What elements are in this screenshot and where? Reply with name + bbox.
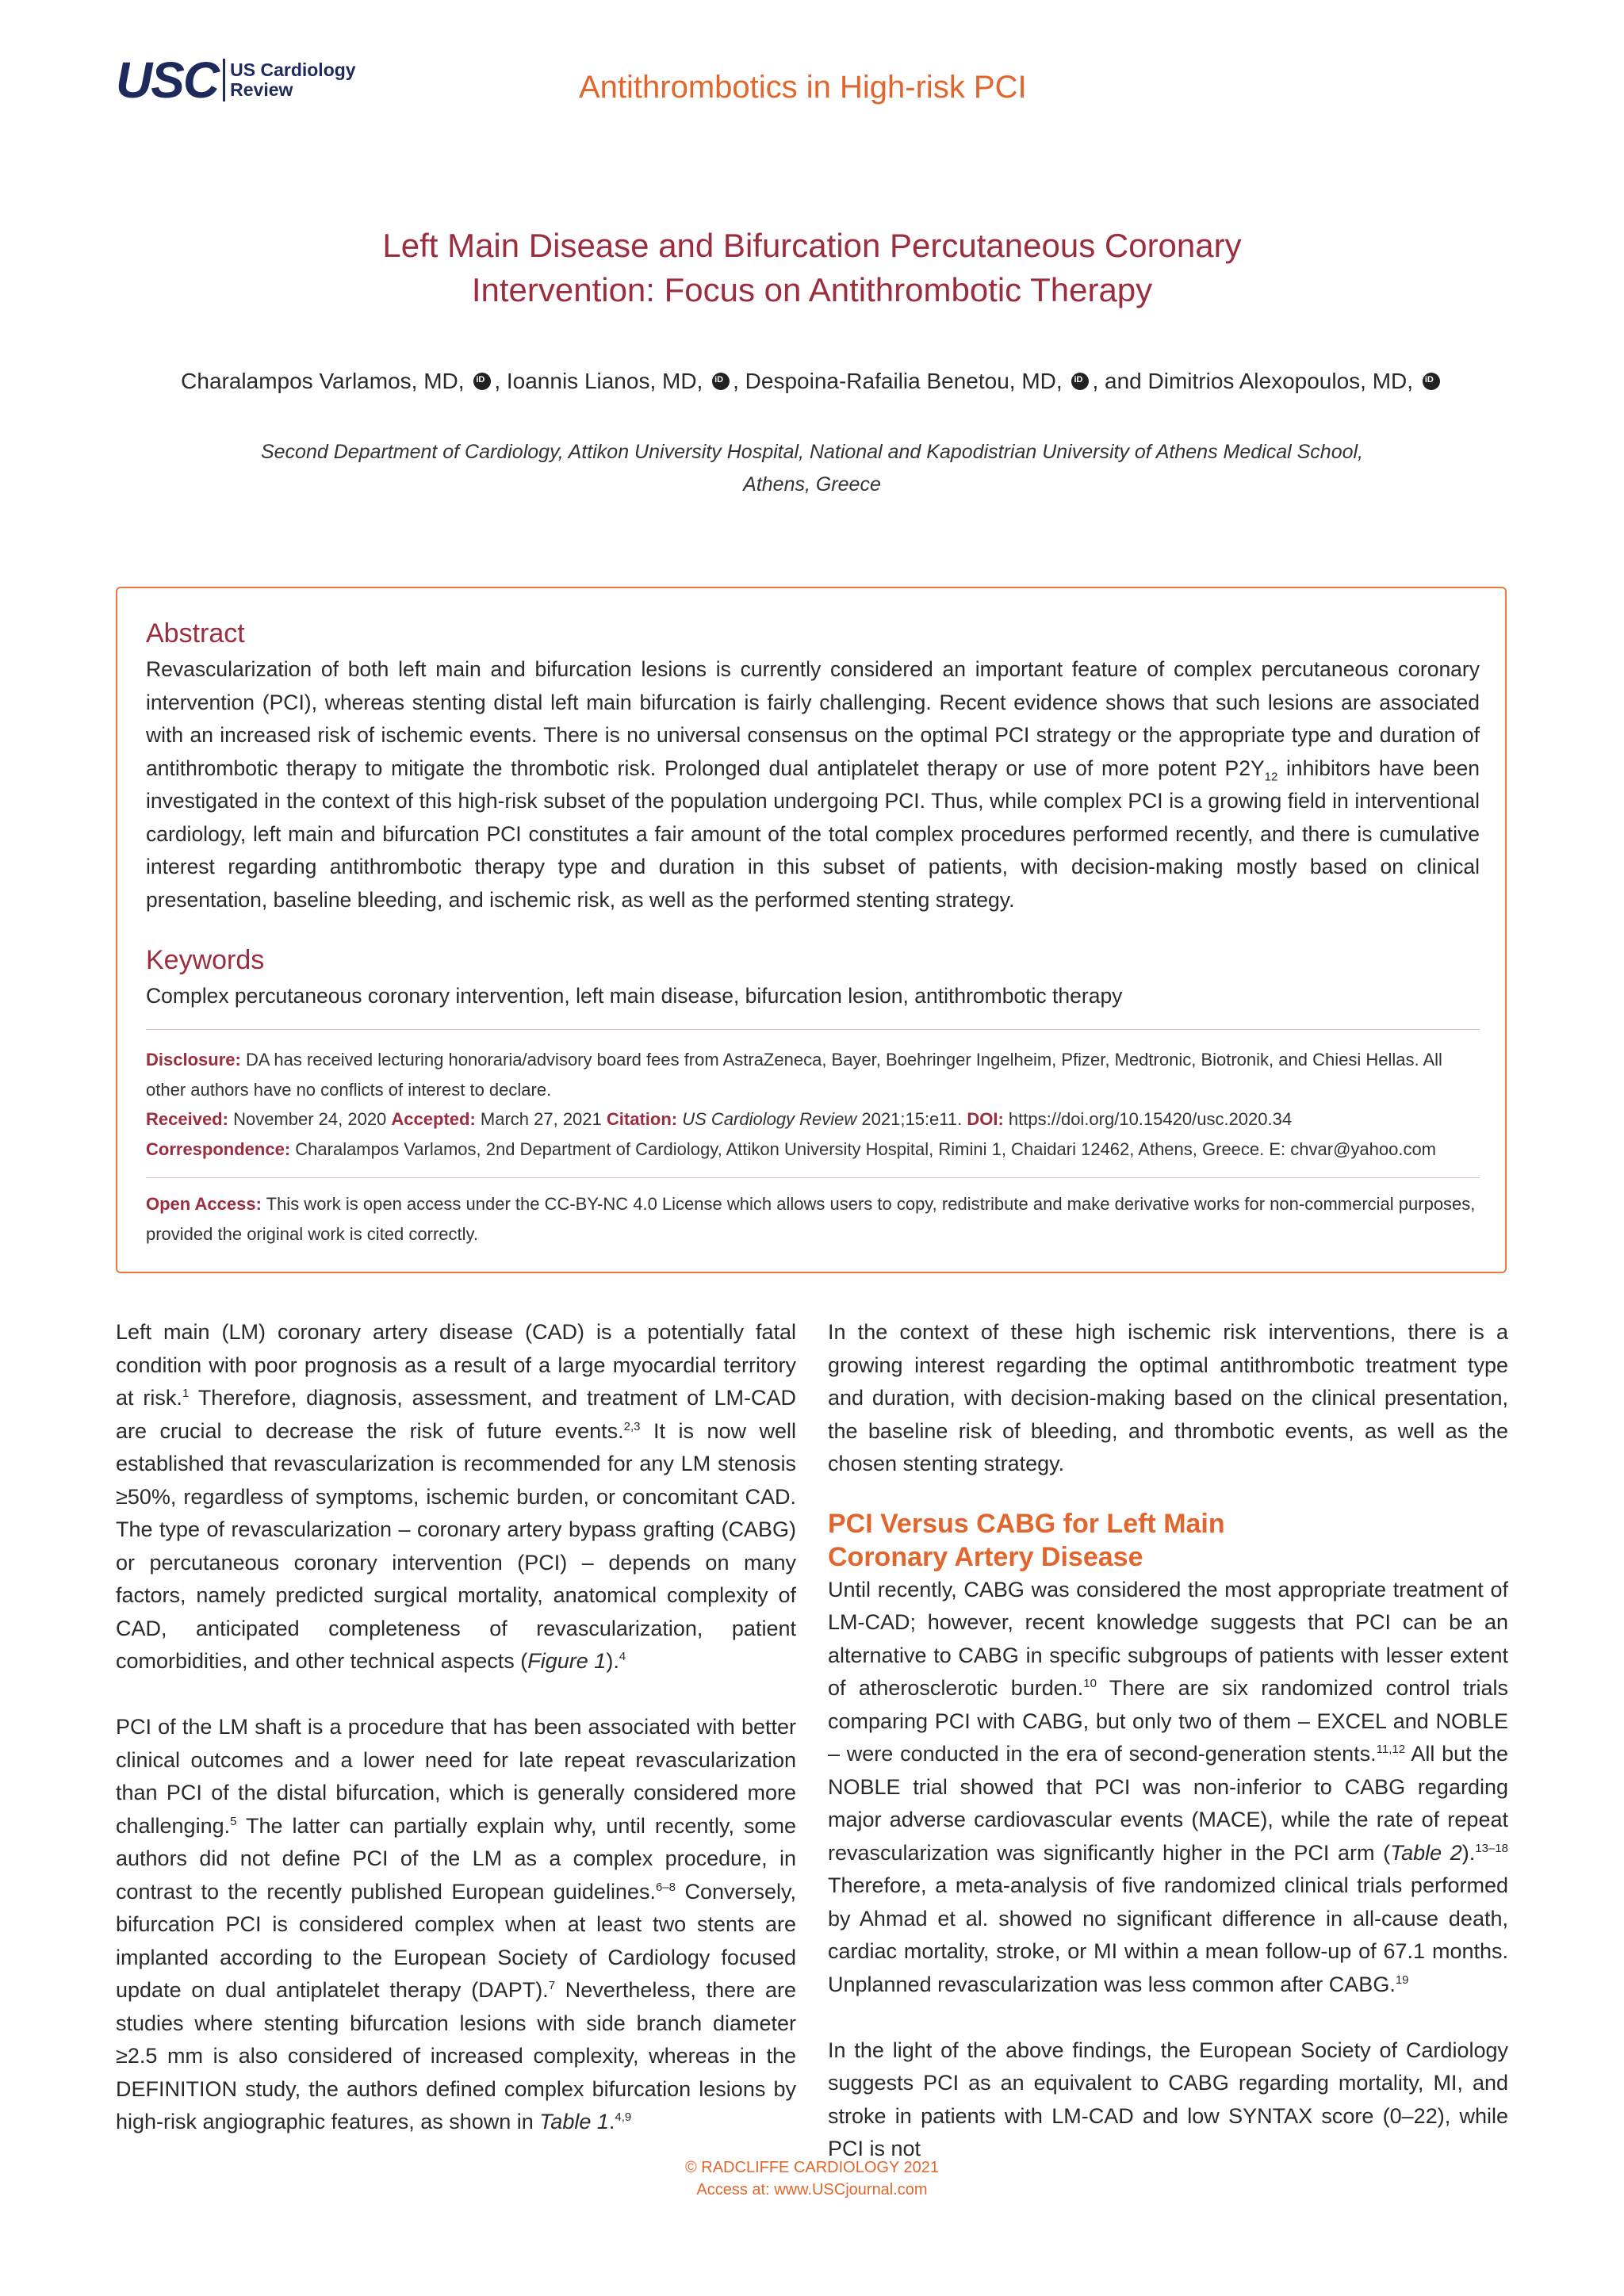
logo-line2: Review xyxy=(230,79,293,100)
text-run: Therefore, a meta-analysis of five randomized clinical trials performed by Ahmad et al. showed no significant difference in all-cause death, cardiac mortality, stroke, or MI within a mean follow-up of 67.1 months. Unplanned revascularization was less common after CABG. xyxy=(828,1873,1508,1996)
citation-ref[interactable]: 5 xyxy=(230,1814,237,1828)
text-run: Conversely, bifurcation PCI is considered complex when at least two stents are implanted according to the European Society of Cardiology focused update on dual antiplatelet therapy (DAPT). xyxy=(116,1879,796,2002)
text-run: Therefore, diagnosis, assessment, and treatment of LM-CAD are crucial to decrease the risk of future events. xyxy=(116,1386,797,1443)
section-heading-line2: Coronary Artery Disease xyxy=(828,1541,1143,1572)
title-line2: Intervention: Focus on Antithrombotic Therapy xyxy=(471,271,1153,308)
affiliation-line1: Second Department of Cardiology, Attikon University Hospital, National and Kapodistrian University of Athens Medical School, xyxy=(260,441,1364,463)
logo-mark: USC xyxy=(116,52,219,109)
paragraph-2 xyxy=(116,1711,796,2139)
text-run: . xyxy=(608,2110,615,2133)
citation-ref[interactable]: 4,9 xyxy=(615,2110,632,2124)
table-ref[interactable]: Table 1 xyxy=(539,2110,609,2133)
received-date: November 24, 2020 xyxy=(228,1109,392,1129)
text-run: All but the NOBLE trial showed that PCI was non-inferior to CABG regarding major adverse cardiovascular events (MACE), while the rate of repeat revascularization was significantly higher in the PCI arm ( xyxy=(828,1742,1508,1865)
figure-ref[interactable]: Figure 1 xyxy=(527,1649,607,1673)
open-access-text: This work is open access under the CC-BY-NC 4.0 License which allows users to copy, redistribute and make derivative works for non-commercial purposes, provided the original work is cited correctly. xyxy=(146,1194,1476,1244)
text-run: Nevertheless, there are studies where stenting bifurcation lesions with side branch diameter ≥2.5 mm is also considered of increased complexity, whereas in the DEFINITION study, the authors defined complex bifurcation lesions by high-risk angiographic features, as shown in xyxy=(116,1978,796,2133)
copyright: © RADCLIFFE CARDIOLOGY 2021 xyxy=(684,2159,940,2176)
paragraph-5: In the light of the above findings, the European Society of Cardiology suggests PCI as an equivalent to CABG regarding mortality, MI, and stroke in patients with LM-CAD and low SYNTAX score (0–22), while PCI is not xyxy=(828,2038,1508,2160)
disclosure xyxy=(146,1045,1480,1104)
citation-ref[interactable]: 11,12 xyxy=(1376,1743,1406,1756)
authors xyxy=(116,369,1508,394)
body-column-left xyxy=(116,1316,796,2139)
author-3: , Despoina-Rafailia Benetou, MD, xyxy=(733,369,1063,393)
citation-ref[interactable]: 7 xyxy=(548,1979,556,1992)
open-access-label: Open Access: xyxy=(146,1194,262,1214)
orcid-icon[interactable] xyxy=(1071,373,1089,390)
abstract-text-a: Revascularization of both left main and bifurcation lesions is currently considered an important feature of complex percutaneous coronary intervention (PCI), whereas stenting distal left main bifurcation is fairly challenging. Recent evidence shows that such lesions are associated with an increased risk of ischemic events. There is no universal consensus on the optimal PCI strategy or the appropriate type and duration of antithrombotic therapy to mitigate the thrombotic risk. Prolonged dual antiplatelet therapy or use of more potent P2Y xyxy=(146,657,1480,780)
paragraph-3: In the context of these high ischemic risk interventions, there is a growing interest regarding the optimal antithrombotic treatment type and duration, with decision-making based on the clinical presentation, the baseline risk of bleeding, and thrombotic events, as well as the chosen stenting strategy. xyxy=(828,1320,1508,1475)
dates-citation xyxy=(146,1104,1480,1135)
orcid-icon[interactable] xyxy=(1423,373,1440,390)
paragraph-1 xyxy=(116,1316,796,1678)
text-run: Until recently, CABG was considered the most appropriate treatment of LM-CAD; however, recent knowledge suggests that PCI can be an alternative to CABG in specific subgroups of patients with lesser extent of atherosclerotic burden. xyxy=(828,1577,1508,1700)
text-run: ). xyxy=(1461,1840,1476,1865)
paragraph-4 xyxy=(828,1574,1508,2002)
divider xyxy=(146,1177,1480,1178)
journal-url[interactable]: Access at: www.USCjournal.com xyxy=(696,2181,928,2198)
abstract-box xyxy=(116,587,1507,1273)
citation-journal: US Cardiology Review xyxy=(682,1109,857,1129)
text-run: There are six randomized control trials comparing PCI with CABG, but only two of them – EXCEL and NOBLE – were conducted in the era of second-generation stents. xyxy=(828,1676,1508,1766)
section-heading-line1: PCI Versus CABG for Left Main xyxy=(828,1508,1225,1539)
abstract-text-b: inhibitors have been investigated in the context of this high-risk subset of the population undergoing PCI. Thus, while complex PCI is a growing field in interventional cardiology, left main and bifurcation PCI constitutes a fair amount of the total complex procedures performed recently, and there is cumulative interest regarding antithrombotic therapy type and duration in this subset of patients, with decision-making mostly based on clinical presentation, baseline bleeding, and ischemic risk, as well as the performed stenting strategy. xyxy=(146,756,1480,912)
affiliation-line2: Athens, Greece xyxy=(743,473,881,496)
citation-ref[interactable]: 13–18 xyxy=(1475,1841,1508,1855)
correspondence-text: Charalampos Varlamos, 2nd Department of Cardiology, Attikon University Hospital, Rimini 1, Chaidari 12462, Athens, Greece. E: chvar@yahoo.com xyxy=(290,1139,1437,1159)
divider xyxy=(146,1029,1480,1030)
abstract-heading: Abstract xyxy=(146,618,245,649)
citation-ref[interactable]: 19 xyxy=(1395,1973,1409,1987)
citation-ref[interactable]: 2,3 xyxy=(623,1419,641,1433)
orcid-icon[interactable] xyxy=(712,373,730,390)
abstract-sub: 12 xyxy=(1264,769,1278,783)
table-ref[interactable]: Table 2 xyxy=(1390,1840,1462,1865)
text-run: It is now well established that revascularization is recommended for any LM stenosis ≥50%, regardless of symptoms, ischemic burden, or concomitant CAD. The type of revascularization – coronary artery bypass grafting (CABG) or percutaneous coronary intervention (PCI) – depends on many factors, namely predicted surgical mortality, anatomical complexity of CAD, anticipated completeness of revascularization, patient comorbidities, and other technical aspects ( xyxy=(116,1418,796,1673)
correspondence-label: Correspondence: xyxy=(146,1139,291,1159)
citation-ref[interactable]: 6–8 xyxy=(655,1880,676,1894)
correspondence xyxy=(146,1135,1480,1165)
author-2: , Ioannis Lianos, MD, xyxy=(494,369,703,393)
accepted-label: Accepted: xyxy=(391,1109,476,1129)
text-run: ). xyxy=(606,1649,619,1673)
open-access xyxy=(146,1189,1480,1249)
journal-logo xyxy=(116,52,356,109)
title-line1: Left Main Disease and Bifurcation Percutaneous Coronary xyxy=(382,227,1242,264)
received-label: Received: xyxy=(146,1109,228,1129)
affiliation xyxy=(116,436,1508,501)
citation-ref[interactable]: 1 xyxy=(182,1387,190,1400)
citation-text: 2021;15:e11. xyxy=(856,1109,967,1129)
disclosure-label: Disclosure: xyxy=(146,1050,241,1070)
orcid-icon[interactable] xyxy=(473,373,491,390)
footer xyxy=(0,2156,1624,2201)
text-run: PCI of the LM shaft is a procedure that has been associated with better clinical outcomes and a lower need for late repeat revascularization than PCI of the distal bifurcation, which is generally considered more challenging. xyxy=(116,1715,796,1838)
abstract-text xyxy=(146,653,1480,916)
section-title: Antithrombotics in High-risk PCI xyxy=(579,70,1027,105)
keywords-heading: Keywords xyxy=(146,945,265,975)
logo-text xyxy=(223,59,355,101)
article-title xyxy=(116,224,1508,312)
doi-label: DOI: xyxy=(967,1109,1004,1129)
text-run: The latter can partially explain why, until recently, some authors did not define PCI of the LM as a complex procedure, in contrast to the recently published European guidelines. xyxy=(116,1813,796,1904)
logo-line1: US Cardiology xyxy=(230,59,356,80)
citation-label: Citation: xyxy=(606,1109,678,1129)
author-4: , and Dimitrios Alexopoulos, MD, xyxy=(1092,369,1414,393)
citation-ref[interactable]: 10 xyxy=(1083,1677,1097,1690)
accepted-date: March 27, 2021 xyxy=(475,1109,607,1129)
author-1: Charalampos Varlamos, MD, xyxy=(181,369,465,393)
citation-ref[interactable]: 4 xyxy=(619,1650,626,1663)
keywords-text: Complex percutaneous coronary intervention, left main disease, bifurcation lesion, antithrombotic therapy xyxy=(146,984,1123,1008)
section-heading xyxy=(828,1507,1508,1574)
doi-link[interactable]: https://doi.org/10.15420/usc.2020.34 xyxy=(1003,1109,1293,1129)
text-run: Left main (LM) coronary artery disease (CAD) is a potentially fatal condition with poor prognosis as a result of a large myocardial territory at risk. xyxy=(116,1320,796,1410)
body-column-right xyxy=(828,1316,1508,2166)
disclosure-text: DA has received lecturing honoraria/advisory board fees from AstraZeneca, Bayer, Boehringer Ingelheim, Pfizer, Medtronic, Biotronik, and Chiesi Hellas. All other authors have no conflicts of interest to declare. xyxy=(146,1050,1442,1100)
